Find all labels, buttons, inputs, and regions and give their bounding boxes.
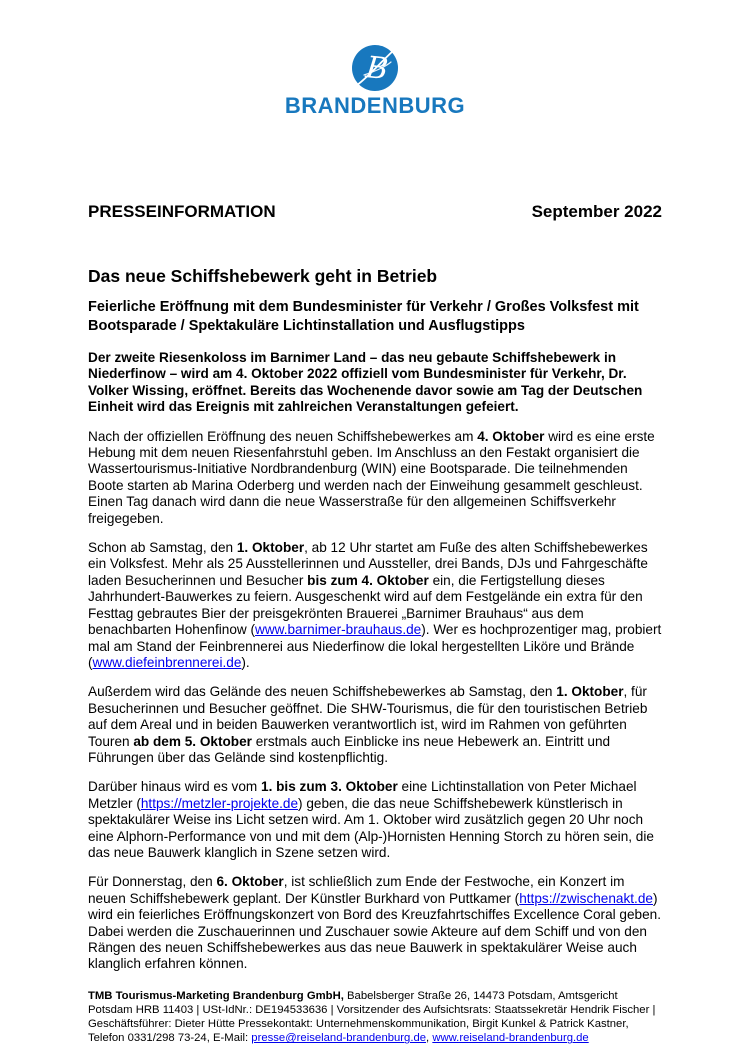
document-date: September 2022 — [531, 202, 662, 221]
text-run: 4. Oktober — [477, 428, 545, 444]
text-run: Schon ab Samstag, den — [88, 540, 237, 556]
text-run: Babelsberger Straße 26, 14473 Potsdam, Amtsgericht Potsdam HRB 11403 | USt-IdNr.: DE194533636 | Vorsitzender des Aufsichtsrats: Staatssekretär Hendrik Fischer | Geschäftsführer: Dieter Hütte Pressekontakt: Unternehmenskommunikation, Birgit Kunkel & Patrick Kastner, Telefon 0331/298 73-24, E-Mail: — [88, 989, 656, 1045]
brandenburg-logo — [88, 44, 662, 117]
brandenburg-logo-icon — [351, 44, 399, 92]
document-type-label: PRESSEINFORMATION — [88, 202, 276, 221]
imprint-footer — [88, 989, 662, 1046]
hyperlink[interactable]: https://metzler-projekte.de — [140, 795, 299, 811]
text-run: 1. bis zum 3. Oktober — [261, 779, 398, 795]
text-run: , — [426, 1032, 433, 1045]
text-run: 1. Oktober — [236, 540, 305, 556]
document-meta-row — [88, 202, 662, 222]
hyperlink[interactable]: www.reiseland-brandenburg.de — [432, 1032, 589, 1045]
hyperlink[interactable]: https://zwischenakt.de — [519, 890, 653, 906]
text-run: , ist schließlich zum Ende der Festwoche, ein Konzert im neuen Schiffshebewerk geplant. Der Künstler Burkhard von Puttkamer ( — [88, 874, 625, 906]
body-paragraph-3 — [88, 684, 662, 766]
page-title: Das neue Schiffshebewerk geht in Betrieb — [88, 266, 438, 286]
hyperlink[interactable]: www.diefeinbrennerei.de — [92, 654, 242, 670]
hyperlink[interactable]: presse@reiseland-brandenburg.de — [251, 1032, 427, 1045]
body-paragraph-5 — [88, 874, 662, 972]
body-paragraph-1 — [88, 429, 662, 527]
body-paragraph-4 — [88, 779, 662, 861]
hyperlink[interactable]: www.barnimer-brauhaus.de — [255, 622, 422, 638]
text-run: Darüber hinaus wird es vom — [88, 779, 262, 795]
lead-paragraph — [88, 350, 662, 416]
text-run: 1. Oktober — [556, 684, 624, 700]
text-run: , ab 12 Uhr startet am Fuße des alten Schiffshebewerkes ein Volksfest. Mehr als 25 Ausstellerinnen und Aussteller, drei Bands, DJs und Fahrgeschäfte laden Besucherinnen und Besucher — [88, 540, 648, 588]
text-run: Für Donnerstag, den — [88, 874, 217, 890]
text-run: 6. Oktober — [216, 874, 284, 890]
text-run: ) wird ein feierliches Eröffnungskonzert von Bord des Kreuzfahrtschiffes Excellence Coral geben. Dabei werden die Zuschauerinnen und Zuschauer sowie Akteure auf dem Schiff und von den Rängen des neuen Schiffshebewerkes aus das neue Bauwerk in spektakulärer Weise auch klanglich erfahren können. — [88, 890, 662, 972]
page-subtitle: Feierliche Eröffnung mit dem Bundesminister für Verkehr / Großes Volksfest mit Bootsparade / Spektakuläre Lichtinstallation und Ausflugstipps — [88, 299, 639, 334]
text-run: bis zum 4. Oktober — [307, 572, 429, 588]
text-run: Nach der offiziellen Eröffnung des neuen Schiffshebewerkes am — [88, 428, 478, 444]
text-run: erstmals auch Einblicke ins neue Hebewerk an. Eintritt und Führungen über das Gelände sind kostenpflichtig. — [88, 733, 611, 765]
text-run: ab dem 5. Oktober — [133, 733, 252, 749]
body-paragraph-2 — [88, 540, 662, 671]
text-run: Der zweite Riesenkoloss im Barnimer Land – das neu gebaute Schiffshebewerk in Niederfinow – wird am 4. Oktober 2022 offiziell vom Bundesminister für Verkehr, Dr. Volker Wissing, eröffnet. Bereits das Wochenende davor sowie am Tag der Deutschen Einheit wird das Ereignis mit zahlreichen Veranstaltungen gefeiert. — [88, 350, 643, 415]
text-run: ). Wer es hochprozentiger mag, probiert mal am Stand der Feinbrennerei aus Niederfinow die lokal hergestellten Liköre und Brände ( — [88, 622, 662, 670]
text-run: ) geben, die das neue Schiffshebewerk künstlerisch in spektakulärer Weise ins Licht setzen wird. Am 1. Oktober wird zusätzlich gegen 20 Uhr noch eine Alphorn-Performance von und mit dem (Alp-)Hornisten Henning Storch zu hören sein, die das neue Bauwerk klanglich in Szene setzen wird. — [88, 795, 654, 860]
text-run: Außerdem wird das Gelände des neuen Schiffshebewerkes ab Samstag, den — [88, 684, 557, 700]
text-run: ein, die Fertigstellung dieses Jahrhundert-Bauwerkes zu feiern. Ausgeschenkt wird auf dem Festgelände ein extra für den Festtag gebrautes Bier der preisgekrönten Brauerei „Barnimer Brauhaus“ aus dem benachbarten Hohenfinow ( — [88, 572, 643, 638]
text-run: wird es eine erste Hebung mit dem neuen Riesenfahrstuhl geben. Im Anschluss an den Festakt organisiert die Wassertourismus-Initiative Nordbrandenburg (WIN) eine Bootsparade. Die teilnehmenden Boote starten ab Marina Oderberg und werden nach der Einweihung gesammelt geschleust. Einen Tag danach wird dann die neue Wasserstraße für den allgemeinen Schiffsverkehr freigegeben. — [88, 428, 655, 526]
text-run: TMB Tourismus-Marketing Brandenburg GmbH, — [88, 989, 344, 1002]
text-run: , für Besucherinnen und Besucher geöffnet. Die SHW-Tourismus, die für den touristischen Betrieb auf dem Areal und in beiden Bauwerken verantwortlich ist, wird im Rahmen von geführten Touren — [88, 684, 648, 749]
logo-monogram: B — [364, 50, 390, 88]
text-run: ). — [241, 654, 250, 670]
brandenburg-wordmark: BRANDENBURG — [284, 93, 466, 118]
text-run: eine Lichtinstallation von Peter Michael Metzler ( — [88, 779, 637, 811]
